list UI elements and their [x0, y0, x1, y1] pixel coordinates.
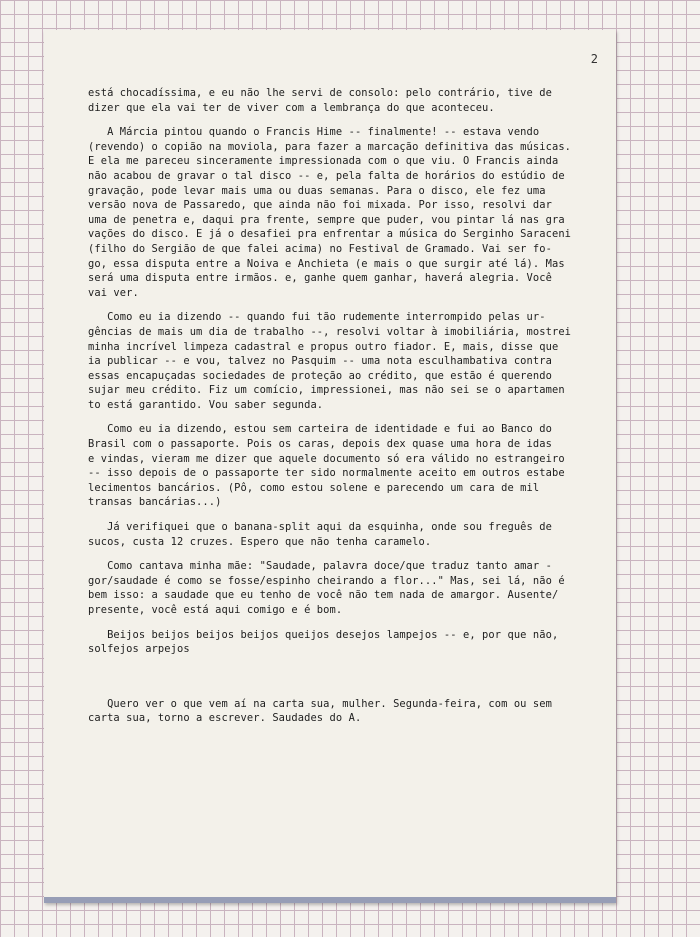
text-line: presente, você está aqui comigo e é bom.: [88, 604, 343, 616]
text-line: to está garantido. Vou saber segunda.: [88, 398, 324, 411]
text-line: gravação, pode levar mais uma ou duas semanas. Para o disco, ele fez uma: [88, 184, 546, 197]
text-line: uma de penetra e, daqui pra frente, sempre que puder, vou pintar lá nas gra: [88, 213, 565, 226]
text-line: dizer que ela vai ter de viver com a lembrança do que aconteceu.: [88, 101, 495, 114]
paragraph-6: [88, 559, 608, 617]
text-line: Como eu ia dizendo -- quando fui tão rudemente interrompido pelas ur-: [88, 311, 546, 324]
text-line: A Márcia pintou quando o Francis Hime -- finalmente! -- estava vendo: [88, 126, 540, 139]
closing-paragraph: [88, 697, 608, 726]
paragraph-1: [88, 86, 608, 115]
text-line: solfejos arpejos: [88, 643, 190, 656]
paragraph-4: [88, 422, 608, 510]
typewritten-page: [44, 30, 616, 903]
text-line: lecimentos bancários. (Pô, como estou solene e parecendo um cara de mil: [88, 481, 540, 494]
text-line: gor/saudade é como se fosse/espinho cheirando a flor..." Mas, sei lá, não é: [88, 574, 565, 587]
text-line: (filho do Sergião de que falei acima) no Festival de Gramado. Vai ser fo-: [88, 242, 552, 255]
text-line: bem isso: a saudade que eu tenho de você não tem nada de amargor. Ausente/: [88, 589, 559, 602]
text-line: carta sua, torno a escrever. Saudades do A.: [88, 712, 362, 725]
text-line: transas bancárias...): [88, 496, 222, 509]
paragraph-5: [88, 520, 608, 549]
text-line: versão nova de Passaredo, que ainda não foi mixada. Por isso, resolvi dar: [88, 199, 552, 212]
letter-body: [88, 86, 608, 726]
text-line: sucos, custa 12 cruzes. Espero que não tenha caramelo.: [88, 535, 432, 548]
text-line: go, essa disputa entre a Noiva e Anchieta (e mais o que surgir até lá). Mas: [88, 257, 565, 270]
text-line: gências de mais um dia de trabalho --, resolvi voltar à imobiliária, mostrei: [88, 325, 572, 338]
paragraph-3: [88, 310, 608, 412]
text-line: Como eu ia dizendo, estou sem carteira de identidade e fui ao Banco do: [88, 423, 552, 436]
text-line: -- isso depois de o passaporte ter sido normalmente aceito em outros estabe: [88, 467, 565, 480]
text-line: vações do disco. E já o desafiei pra enfrentar a música do Serginho Saraceni: [88, 228, 572, 241]
text-line: ia publicar -- e vou, talvez no Pasquim -- uma nota esculhambativa contra: [88, 355, 552, 368]
text-line: E ela me pareceu sinceramente impressionada com o que viu. O Francis ainda: [88, 155, 559, 168]
paragraph-2: [88, 125, 608, 300]
text-line: minha incrível limpeza cadastral e propus outro fiador. E, mais, disse que: [88, 340, 559, 353]
text-line: será uma disputa entre irmãos. e, ganhe quem ganhar, haverá alegria. Você: [88, 272, 552, 285]
text-line: Beijos beijos beijos beijos queijos desejos lampejos -- e, por que não,: [88, 628, 559, 641]
paragraph-7: [88, 628, 608, 657]
text-line: Já verifiquei que o banana-split aqui da esquinha, onde sou freguês de: [88, 521, 552, 534]
text-line: vai ver.: [88, 286, 139, 299]
page-number: 2: [590, 52, 598, 66]
text-line: não acabou de gravar o tal disco -- e, pela falta de horários do estúdio de: [88, 169, 565, 182]
text-line: está chocadíssima, e eu não lhe servi de consolo: pelo contrário, tive de: [88, 87, 552, 99]
text-line: e vindas, vieram me dizer que aquele documento só era válido no estrangeiro: [88, 452, 565, 465]
text-line: (revendo) o copião na moviola, para fazer a marcação definitiva das músicas.: [88, 140, 572, 153]
text-line: essas encapuçadas sociedades de proteção ao crédito, que estão é querendo: [88, 369, 552, 382]
text-line: Quero ver o que vem aí na carta sua, mulher. Segunda-feira, com ou sem: [88, 697, 552, 710]
text-line: sujar meu crédito. Fiz um comício, impressionei, mas não sei se o apartamen: [88, 384, 565, 397]
text-line: Como cantava minha mãe: "Saudade, palavra doce/que traduz tanto amar -: [88, 560, 552, 573]
text-line: Brasil com o passaporte. Pois os caras, depois dex quase uma hora de idas: [88, 438, 552, 451]
